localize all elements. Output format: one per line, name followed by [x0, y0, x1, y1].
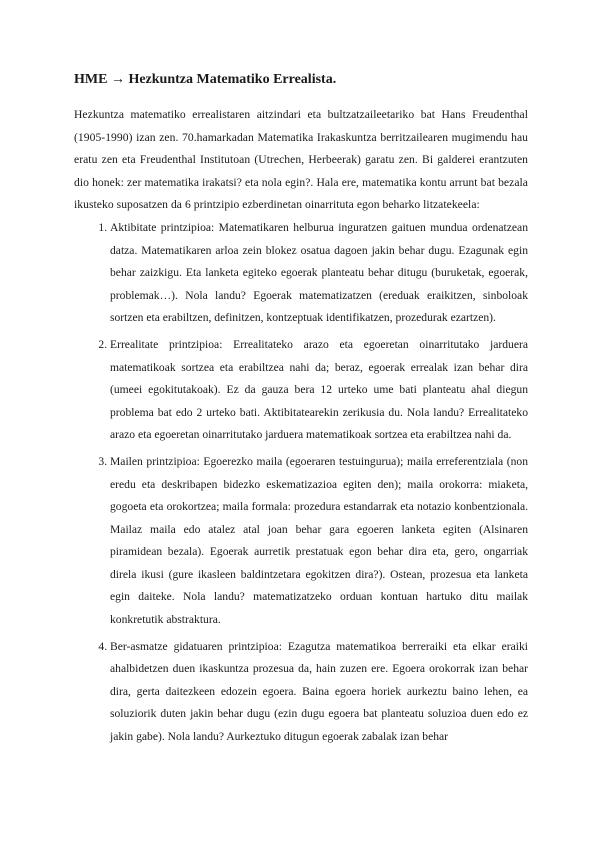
principles-list: [74, 217, 528, 749]
principle-item-levels: 3. Mailen printzipioa: Egoerezko maila (egoeraren testuingurua); maila erreferentziala (non eredu eta deskribapen bidezko eskematizazioa egiten den); maila orokorra: miaketa, gogoeta eta orokortzea; maila formala: prozedura estandarrak eta notazio konbentzionala. Mailaz maila edo atalez atal joan behar gara egoeren lanketa egiten (Alsinaren piramidean bezala). Egoerak aurretik prestatuak egon behar dira eta, gero, ongarriak direla ikusi (gure ikasleen baldintzetara egokitzen dira?). Ostean, prozesua eta lanketa egin daiteke. Nola landu? matematizatzeko orduan kontuan hartuko ditu mailak konkretutik abstraktura.: [110, 451, 528, 632]
principle-item-activity: 1. Aktibitate printzipioa: Matematikaren helburua inguratzen gaituen mundua ordenatzean datza. Matematikaren arloa zein blokez osatua dagoen jakin behar dugu. Ezagunak egin behar zaizkigu. Eta lanketa egiteko egoerak planteatu behar ditugu (buruketak, egoerak, problemak…). Nola landu? Egoerak matematizatzen (ereduak eraikitzen, sinboloak sortzen eta erabiltzen, definitzen, kontzeptuak identifikatzen, prozedurak ezartzen).: [110, 217, 528, 330]
principle-item-reality: 2. Errealitate printzipioa: Errealitateko arazo eta egoeretan oinarritutako jarduera matematikoak sortzea eta erabiltzea nahi da; beraz, egoerak errealak izan behar dira (umeei egokitutakoak). Ez da gauza bera 12 urteko ume bati planteatu ahal diegun problema bat edo 2 urteko bati. Aktibitatearekin zerikusia du. Nola landu? Errealitateko arazo eta egoeretan oinarritutako jarduera matematikoak sortzea eta erabiltzea nahi da.: [110, 334, 528, 447]
document-page: [74, 70, 528, 753]
page-title: HME → Hezkuntza Matematiko Errealista.: [74, 72, 337, 87]
intro-paragraph: Hezkuntza matematiko errealistaren aitzindari eta bultzatzaileetariko bat Hans Freudenthal (1905-1990) izan zen. 70.hamarkadan Matematika Irakaskuntza berritzailearen mugimendu hau eratu zen eta Freudenthal Institutoan (Utrechen, Herbeerak) garatu zen. Bi galderei erantzuten dio honek: zer matematika irakatsi? eta nola egin?. Hala ere, matematika kontu arrunt bat bezala ikusteko suposatzen da 6 printzipio ezberdinetan oinarrituta egon beharko litzatekeela:: [74, 108, 528, 212]
principle-item-guided-reinvention: 4. Ber-asmatze gidatuaren printzipioa: Ezagutza matematikoa berreraiki eta elkar eraiki ahalbidetzen duen ikaskuntza prozesua da, hain zuzen ere. Egoera orokorrak izan behar dira, gerta daitezkeen edozein egoera. Baina egoera horiek aurkeztu baino lehen, ea soluziorik duten jakin behar dugu (ezin dugu egoera bat planteatu soluzioa duen edo ez jakin gabe). Nola landu? Aurkeztuko ditugun egoerak zabalak izan behar: [110, 636, 528, 749]
